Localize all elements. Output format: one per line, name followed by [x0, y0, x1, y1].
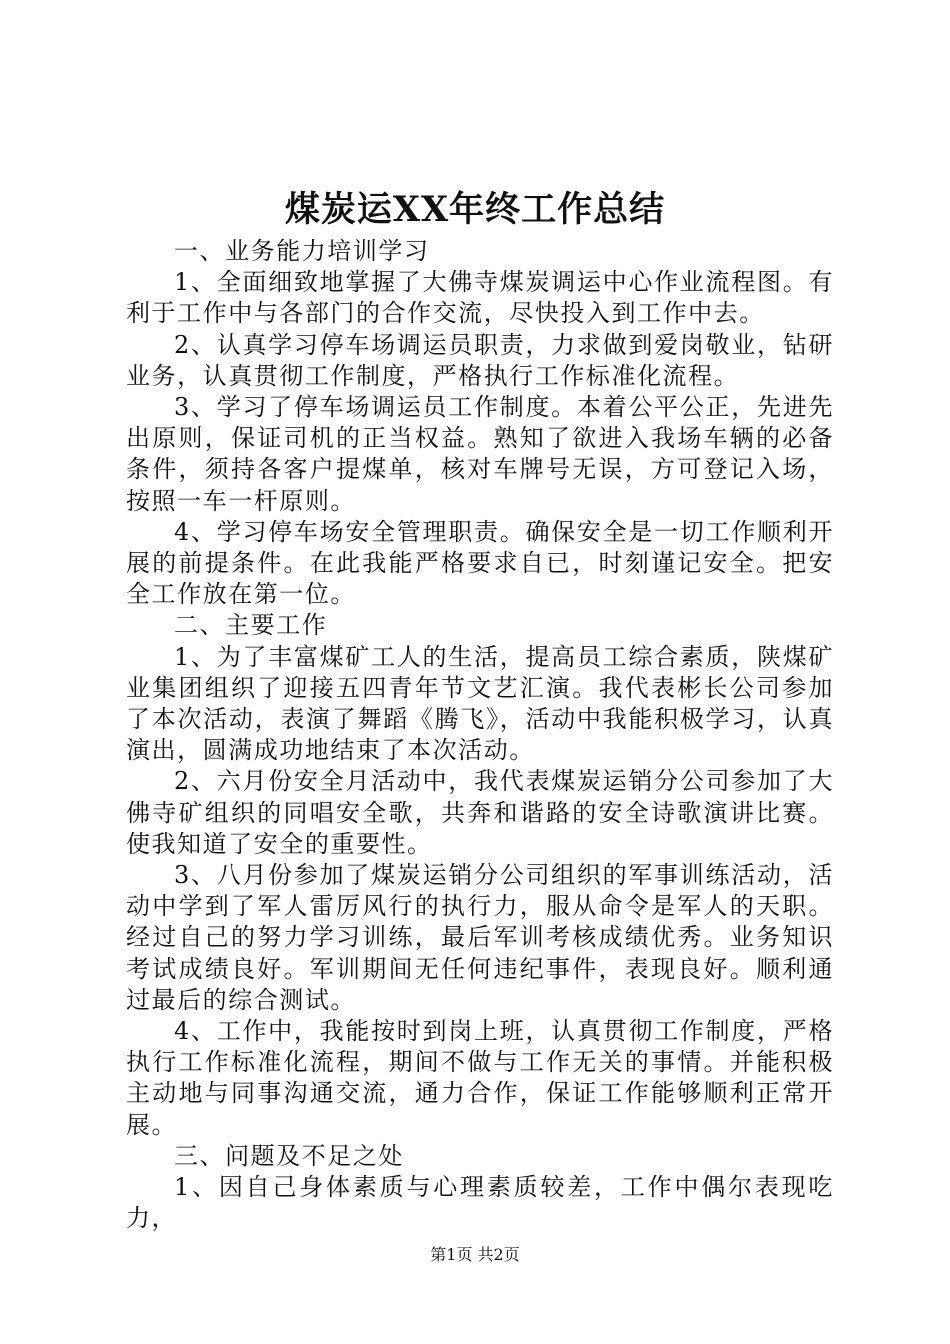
paragraph: 4、工作中，我能按时到岗上班，认真贯彻工作制度，严格执行工作标准化流程，期间不做与工作无关的事情。并能积极主动地与同事沟通交流，通力合作，保证工作能够顺利正常开展。 [126, 1017, 834, 1139]
paragraph: 1、因自己身体素质与心理素质较差，工作中偶尔表现吃力， [126, 1173, 834, 1233]
paragraph: 1、全面细致地掌握了大佛寺煤炭调运中心作业流程图。有利于工作中与各部门的合作交流，尽快投入到工作中去。 [126, 268, 834, 328]
document-title: 煤炭运XX年终工作总结 [284, 189, 666, 230]
paragraph: 2、六月份安全月活动中，我代表煤炭运销分公司参加了大佛寺矿组织的同唱安全歌，共奔和谐路的安全诗歌演讲比赛。使我知道了安全的重要性。 [126, 767, 834, 858]
paragraph: 3、学习了停车场调运员工作制度。本着公平公正，先进先出原则，保证司机的正当权益。熟知了欲进入我场车辆的必备条件，须持各客户提煤单，核对车牌号无误，方可登记入场，按照一车一杆原则。 [126, 393, 834, 515]
paragraph: 1、为了丰富煤矿工人的生活，提高员工综合素质，陕煤矿业集团组织了迎接五四青年节文艺汇演。我代表彬长公司参加了本次活动，表演了舞蹈《腾飞》，活动中我能积极学习，认真演出，圆满成功地结束了本次活动。 [126, 642, 834, 765]
section-heading-2: 二、主要工作 [174, 611, 328, 640]
section-heading-1: 一、业务能力培训学习 [174, 237, 430, 265]
page-number-footer: 第1页 共2页 [430, 1245, 520, 1264]
paragraph: 3、八月份参加了煤炭运销分公司组织的军事训练活动，活动中学到了军人雷厉风行的执行力，服从命令是军人的天职。经过自己的努力学习训练，最后军训考核成绩优秀。业务知识考试成绩良好。军训期间无任何违纪事件，表现良好。顺利通过最后的综合测试。 [126, 861, 834, 1014]
paragraph: 4、学习停车场安全管理职责。确保安全是一切工作顺利开展的前提条件。在此我能严格要求自已，时刻谨记安全。把安全工作放在第一位。 [126, 517, 834, 609]
paragraph: 2、认真学习停车场调运员职责，力求做到爱岗敬业，钻研业务，认真贯彻工作制度，严格执行工作标准化流程。 [126, 330, 834, 390]
document-body [126, 236, 834, 1235]
section-heading-3: 三、问题及不足之处 [174, 1141, 404, 1170]
